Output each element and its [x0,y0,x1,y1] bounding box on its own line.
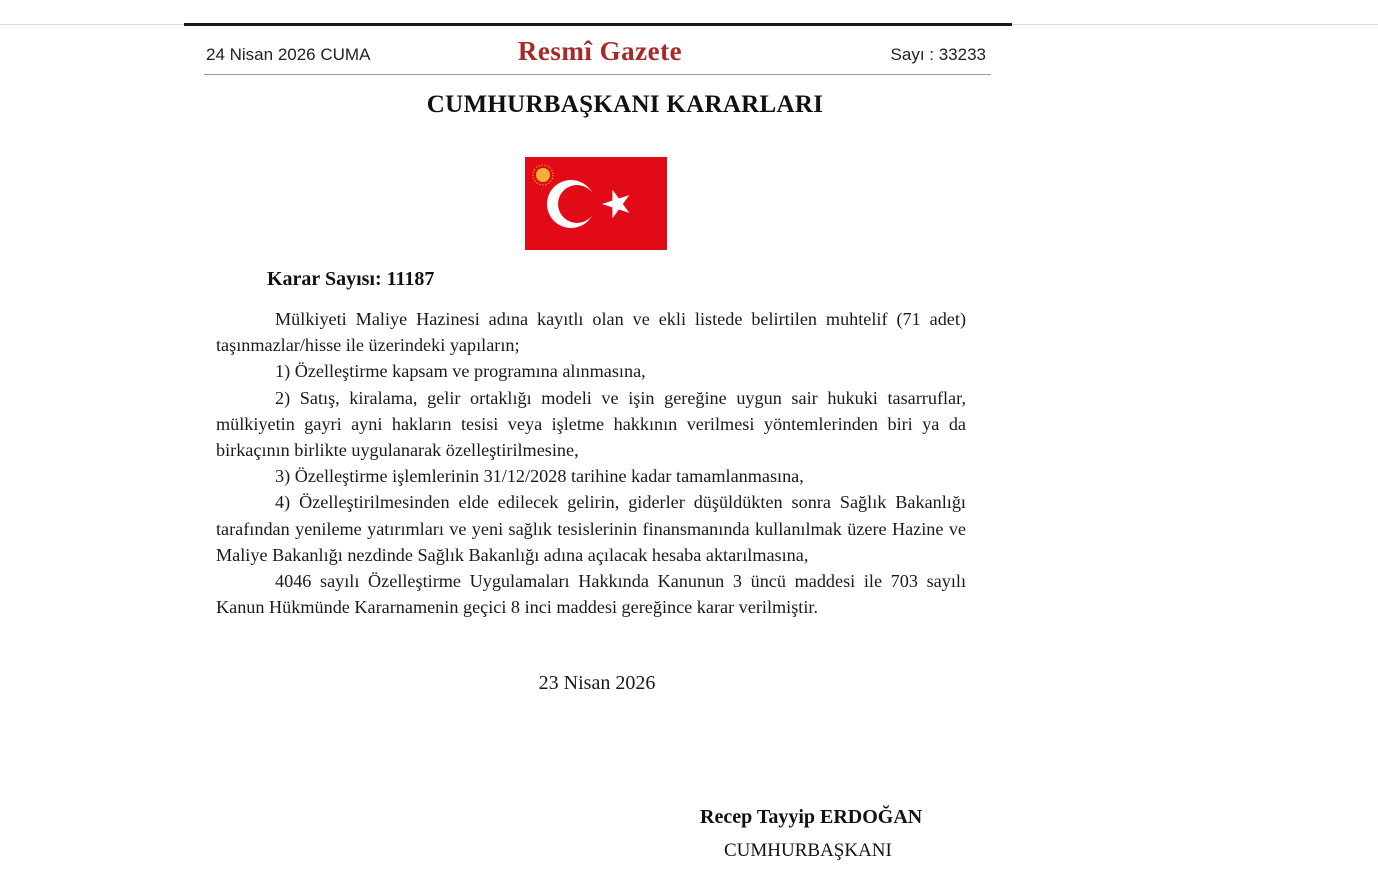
decision-body [216,306,966,620]
paragraph-legal-basis: 4046 sayılı Özelleştirme Uygulamaları Hakkında Kanunun 3 üncü maddesi ile 703 sayılı Kanun Hükmünde Kararnamenin geçici 8 inci maddesi gereğince karar verilmiştir. [216,571,966,618]
gazette-masthead: Resmî Gazete [517,36,683,66]
turkish-flag-icon [525,157,667,250]
section-title: CUMHURBAŞKANI KARARLARI [426,91,824,118]
header-rule [204,74,991,75]
paragraph-item-1: 1) Özelleştirme kapsam ve programına alınmasına, [275,361,646,382]
gazette-date: 24 Nisan 2026 CUMA [206,45,371,64]
paragraph-item-3: 3) Özelleştirme işlemlerinin 31/12/2028 tarihine kadar tamamlanmasına, [275,466,804,487]
signatory-name: Recep Tayyip ERDOĞAN [700,806,923,828]
paragraph-intro: Mülkiyeti Maliye Hazinesi adına kayıtlı olan ve ekli listede belirtilen muhtelif (71 adet) taşınmazlar/hisse ile üzerindeki yapıların; [216,309,966,356]
issue-date: 23 Nisan 2026 [538,672,656,694]
signatory-title: CUMHURBAŞKANI [724,840,892,861]
gazette-issue-number: Sayı : 33233 [890,45,986,64]
paragraph-item-2: 2) Satış, kiralama, gelir ortaklığı modeli ve işin gereğine uygun sair hukuki tasarruflar, mülkiyetin gayri ayni hakların tesisi veya işletme hakkının verilmesi yöntemlerinden biri ya da birkaçının birlikte uygulanarak özelleştirilmesine, [216,387,966,461]
decision-number: Karar Sayısı: 11187 [267,268,435,290]
paragraph-item-4: 4) Özelleştirilmesinden elde edilecek gelirin, giderler düşüldükten sonra Sağlık Bakanlığı tarafından yenileme yatırımları ve yeni sağlık tesislerinin finansmanında kullanılmak üzere Hazine ve Maliye Bakanlığı nezdinde Sağlık Bakanlığı adına açılacak hesaba aktarılmasına, [216,492,966,565]
gazette-top-rule [184,23,1012,26]
